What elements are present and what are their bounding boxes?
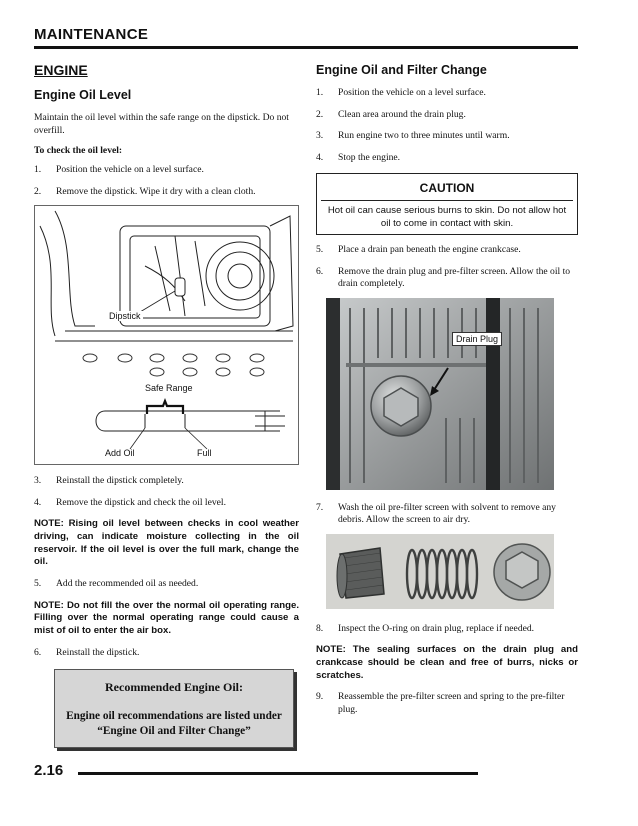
left-column (34, 58, 299, 748)
step-item: 1. Position the vehicle on a level surface. (316, 87, 486, 98)
steps-list-right-c (316, 502, 578, 527)
engine-oil-level-heading: Engine Oil Level (34, 88, 132, 102)
drain-plug-photo (326, 298, 554, 490)
prefilter-parts-image (326, 534, 554, 609)
check-oil-heading: To check the oil level: (34, 145, 123, 156)
drain-plug-image (326, 298, 554, 490)
step-item: 5. Add the recommended oil as needed. (34, 578, 199, 590)
section-title: ENGINE (34, 62, 88, 78)
steps-list-right-a (316, 87, 578, 164)
footer-rule (78, 772, 478, 775)
step-item: 9. Reassemble the pre-filter screen and spring to the pre-filter plug. (316, 691, 565, 715)
page-header-title: MAINTENANCE (34, 26, 149, 43)
right-column (316, 58, 578, 725)
intro-paragraph: Maintain the oil level within the safe range on the dipstick. Do not overfill. (34, 112, 289, 136)
step-item: 4. Remove the dipstick and check the oil level. (34, 496, 226, 508)
steps-list-b (34, 475, 299, 509)
add-oil-label: Add Oil (105, 448, 135, 458)
steps-list-c (34, 578, 299, 591)
caution-box (316, 173, 578, 235)
step-item: 3. Reinstall the dipstick completely. (34, 475, 184, 486)
step-item: 6. Remove the drain plug and pre-filter screen. Allow the oil to drain completely. (316, 265, 571, 289)
steps-list-d (34, 647, 299, 660)
note-moisture: NOTE: Rising oil level between checks in cool weather driving, can indicate moisture collecting in the oil reservoir. If the oil level is over the full mark, change the oil. (34, 518, 299, 568)
step-item: 4. Stop the engine. (316, 151, 401, 163)
note-sealing-surfaces: NOTE: The sealing surfaces on the drain plug and crankcase should be clean and free of burrs, nicks or scratches. (316, 644, 578, 681)
recommended-oil-box (54, 669, 294, 748)
step-item: 2. Remove the dipstick. Wipe it dry with a clean cloth. (34, 185, 256, 197)
step-item: 3. Run engine two to three minutes until warm. (316, 130, 510, 141)
step-item: 6. Reinstall the dipstick. (34, 647, 140, 659)
full-label: Full (197, 448, 212, 458)
caution-text: Hot oil can cause serious burns to skin. Do not allow hot oil to come in contact with skin. (327, 205, 567, 229)
note-overfill: NOTE: Do not fill the over the normal oil operating range. Filling over the normal operating range could cause a mist of oil to enter the air box. (34, 599, 299, 637)
step-item: 2. Clean area around the drain plug. (316, 108, 466, 120)
steps-list-right-d (316, 623, 578, 636)
safe-range-label: Safe Range (145, 383, 193, 393)
step-item: 8. Inspect the O-ring on drain plug, replace if needed. (316, 622, 535, 634)
dipstick-figure (34, 205, 299, 465)
prefilter-screen-photo (326, 534, 554, 609)
step-item: 1. Position the vehicle on a level surface. (34, 164, 204, 175)
header-rule (34, 46, 578, 49)
dipstick-illustration (35, 206, 298, 464)
drain-plug-label: Drain Plug (452, 332, 502, 346)
steps-list-right-e (316, 691, 578, 716)
dipstick-label: Dipstick (109, 311, 141, 321)
step-item: 5. Place a drain pan beneath the engine crankcase. (316, 244, 521, 255)
caution-title: CAUTION (321, 174, 573, 201)
steps-list-right-b (316, 244, 578, 291)
steps-list-a (34, 164, 299, 198)
page-number: 2.16 (34, 762, 64, 779)
oil-filter-change-heading: Engine Oil and Filter Change (316, 63, 487, 77)
recommended-oil-text: Engine oil recommendations are listed under “Engine Oil and Filter Change” (66, 709, 282, 737)
recommended-oil-title: Recommended Engine Oil: (105, 679, 243, 694)
step-item: 7. Wash the oil pre-filter screen with solvent to remove any debris. Allow the screen to air dry. (316, 501, 556, 525)
